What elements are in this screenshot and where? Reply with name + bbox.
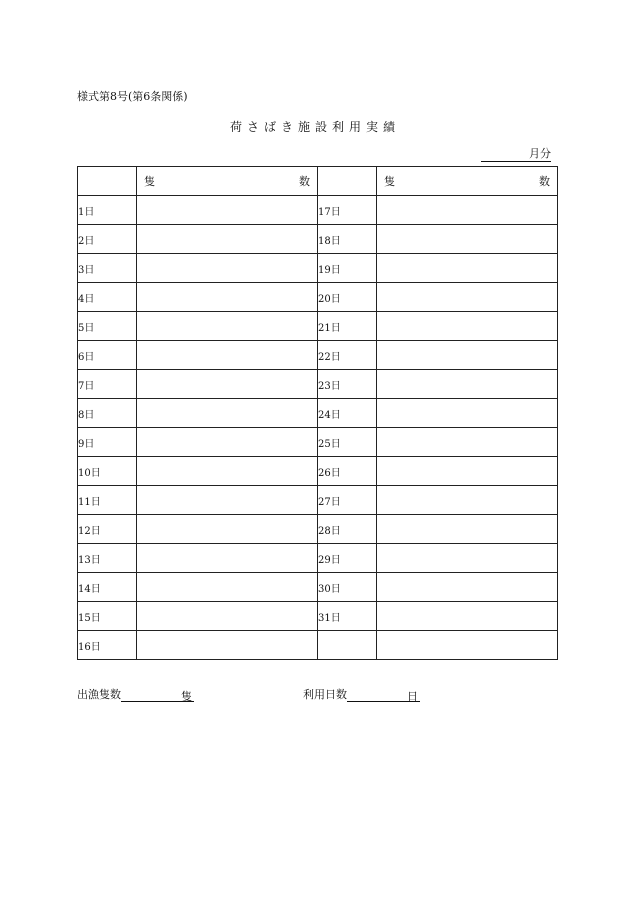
vessel-count-cell-left[interactable] <box>137 602 318 631</box>
day-label-left: 10日 <box>78 457 137 486</box>
vessel-count-cell-right[interactable] <box>377 196 558 225</box>
vessel-count-cell-right[interactable] <box>377 283 558 312</box>
day-label-left: 1日 <box>78 196 137 225</box>
day-label-right: 21日 <box>318 312 377 341</box>
table-row <box>78 544 558 573</box>
day-label-left: 3日 <box>78 254 137 283</box>
day-label-right: 24日 <box>318 399 377 428</box>
table-header-row <box>78 167 558 196</box>
header-vessels-left <box>137 167 318 196</box>
vessel-count-cell-right[interactable] <box>377 573 558 602</box>
header-vessels-right <box>377 167 558 196</box>
day-label-right: 18日 <box>318 225 377 254</box>
day-label-right: 31日 <box>318 602 377 631</box>
vessel-count-cell-right[interactable] <box>377 602 558 631</box>
vessel-count-cell-left[interactable] <box>137 515 318 544</box>
header-day-left <box>78 167 137 196</box>
usage-days-unit: 日 <box>407 690 418 703</box>
table-row <box>78 486 558 515</box>
table-row <box>78 428 558 457</box>
day-label-left: 9日 <box>78 428 137 457</box>
vessel-count-cell-left[interactable] <box>137 254 318 283</box>
day-label-left: 8日 <box>78 399 137 428</box>
usage-record-table <box>77 166 558 660</box>
vessel-count-cell-right[interactable] <box>377 631 558 660</box>
table-row <box>78 312 558 341</box>
vessel-count-cell-left[interactable] <box>137 631 318 660</box>
day-label-right: 30日 <box>318 573 377 602</box>
fishing-count-field[interactable] <box>121 688 181 702</box>
table-row <box>78 602 558 631</box>
day-label-right: 27日 <box>318 486 377 515</box>
day-label-left: 7日 <box>78 370 137 399</box>
day-label-left: 12日 <box>78 515 137 544</box>
usage-day-count <box>303 686 420 702</box>
table-row <box>78 341 558 370</box>
table-row <box>78 254 558 283</box>
fishing-count-unit: 隻 <box>181 690 192 703</box>
page-title: 荷さばき施設利用実績 <box>229 120 400 134</box>
table-row <box>78 457 558 486</box>
header-vessels-char-1: 隻 <box>384 175 395 188</box>
table-row <box>78 225 558 254</box>
table-row <box>78 370 558 399</box>
vessel-count-cell-left[interactable] <box>137 283 318 312</box>
header-vessels-char-1: 隻 <box>144 175 155 188</box>
vessel-count-cell-left[interactable] <box>137 544 318 573</box>
header-vessels-char-2: 数 <box>539 175 550 188</box>
vessel-count-cell-right[interactable] <box>377 399 558 428</box>
day-label-left: 15日 <box>78 602 137 631</box>
month-field[interactable]: 月分 <box>481 146 551 162</box>
header-vessels-char-2: 数 <box>299 175 310 188</box>
vessel-count-cell-right[interactable] <box>377 515 558 544</box>
day-label-right: 19日 <box>318 254 377 283</box>
usage-days-label: 利用日数 <box>303 688 347 701</box>
vessel-count-cell-right[interactable] <box>377 544 558 573</box>
usage-days-field[interactable] <box>347 688 407 702</box>
table-row <box>78 196 558 225</box>
day-label-right: 22日 <box>318 341 377 370</box>
day-label-left: 4日 <box>78 283 137 312</box>
vessel-count-cell-right[interactable] <box>377 225 558 254</box>
day-label-right <box>318 631 377 660</box>
vessel-count-cell-left[interactable] <box>137 457 318 486</box>
day-label-right: 20日 <box>318 283 377 312</box>
vessel-count-cell-left[interactable] <box>137 573 318 602</box>
vessel-count-cell-left[interactable] <box>137 225 318 254</box>
vessel-count-cell-left[interactable] <box>137 486 318 515</box>
vessel-count-cell-left[interactable] <box>137 399 318 428</box>
table-row <box>78 515 558 544</box>
fishing-count-label: 出漁隻数 <box>77 688 121 701</box>
day-label-left: 16日 <box>78 631 137 660</box>
day-label-right: 29日 <box>318 544 377 573</box>
header-day-right <box>318 167 377 196</box>
day-label-right: 25日 <box>318 428 377 457</box>
day-label-left: 5日 <box>78 312 137 341</box>
vessel-count-cell-right[interactable] <box>377 254 558 283</box>
day-label-right: 17日 <box>318 196 377 225</box>
vessel-count-cell-right[interactable] <box>377 457 558 486</box>
day-label-left: 14日 <box>78 573 137 602</box>
table-row <box>78 283 558 312</box>
day-label-left: 6日 <box>78 341 137 370</box>
day-label-left: 11日 <box>78 486 137 515</box>
vessel-count-cell-left[interactable] <box>137 196 318 225</box>
vessel-count-cell-right[interactable] <box>377 486 558 515</box>
table-row <box>78 573 558 602</box>
vessel-count-cell-left[interactable] <box>137 428 318 457</box>
day-label-right: 26日 <box>318 457 377 486</box>
table-row <box>78 399 558 428</box>
vessel-count-cell-left[interactable] <box>137 341 318 370</box>
vessel-count-cell-right[interactable] <box>377 428 558 457</box>
vessel-count-cell-right[interactable] <box>377 341 558 370</box>
form-number: 様式第8号(第6条関係) <box>77 90 188 103</box>
day-label-left: 13日 <box>78 544 137 573</box>
day-label-right: 28日 <box>318 515 377 544</box>
day-label-right: 23日 <box>318 370 377 399</box>
vessel-count-cell-left[interactable] <box>137 370 318 399</box>
fishing-vessel-count <box>77 686 194 702</box>
vessel-count-cell-right[interactable] <box>377 312 558 341</box>
vessel-count-cell-left[interactable] <box>137 312 318 341</box>
table-row <box>78 631 558 660</box>
vessel-count-cell-right[interactable] <box>377 370 558 399</box>
day-label-left: 2日 <box>78 225 137 254</box>
